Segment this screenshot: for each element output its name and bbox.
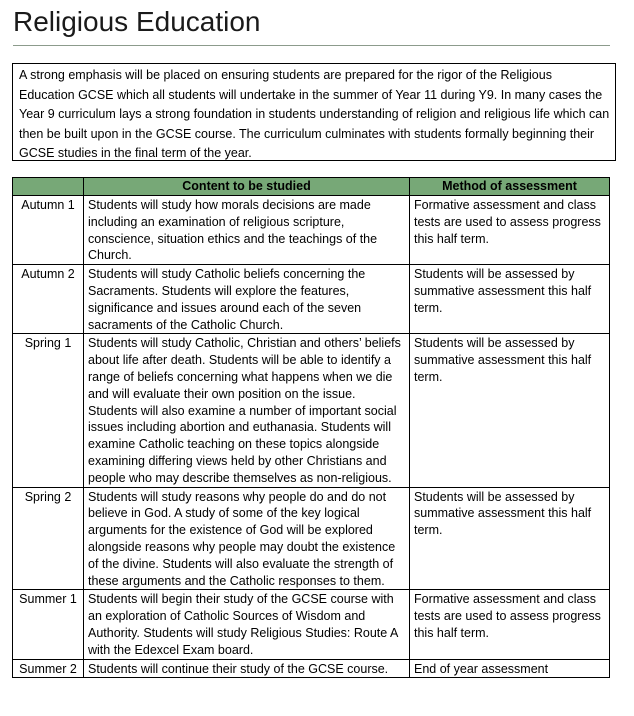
content-text: Students will study Catholic, Christian and others’ beliefs about life after death. Students will be able to identify a range of beliefs concerning what happens when we die and will evaluate their own position on the issue. xyxy=(88,336,401,401)
term-cell: Spring 1 xyxy=(13,334,84,487)
table-header-row xyxy=(13,178,610,196)
header-content: Content to be studied xyxy=(84,178,410,196)
curriculum-table xyxy=(12,177,610,678)
content-cell xyxy=(84,196,410,265)
assessment-cell: Students will be assessed by summative assessment this half term. xyxy=(410,265,610,334)
assessment-cell: Students will be assessed by summative assessment this half term. xyxy=(410,487,610,590)
assessment-cell: Formative assessment and class tests are used to assess progress this half term. xyxy=(410,590,610,659)
table-row xyxy=(13,265,610,334)
header-term xyxy=(13,178,84,196)
content-text: Students will begin their study of the GCSE course with an exploration of Catholic Sources of Wisdom and Authority. Students will study Religious Studies: Route A with the Edexcel Exam board. xyxy=(88,592,398,657)
content-text-second: Students will also examine a number of important social issues including abortion and euthanasia. Students will examine Catholic teaching on these topics alongside examining differing views held by other Christians and people who may describe themselves as non-religious. xyxy=(88,403,397,485)
intro-paragraph: A strong emphasis will be placed on ensuring students are prepared for the rigor of the Religious Education GCSE which all students will undertake in the summer of Year 11 during Y9. In many cases the Year 9 curriculum lays a strong foundation in students understanding of religion and religious life which can then be built upon in the GCSE course. The curriculum culminates with students formally beginning their GCSE studies in the final term of the year. xyxy=(12,63,616,161)
term-cell: Autumn 1 xyxy=(13,196,84,265)
title-divider xyxy=(13,45,610,46)
content-cell xyxy=(84,334,410,487)
content-cell xyxy=(84,265,410,334)
table-row xyxy=(13,334,610,487)
content-text: Students will study how morals decisions are made including an examination of religious scripture, conscience, situation ethics and the teachings of the Church. xyxy=(88,198,378,263)
content-cell xyxy=(84,659,410,678)
content-text: Students will study Catholic beliefs concerning the Sacraments. Students will explore the features, significance and issues around each of the seven sacraments of the Catholic Church. xyxy=(88,267,366,332)
table-row xyxy=(13,590,610,659)
page-title: Religious Education xyxy=(13,6,261,37)
table-row xyxy=(13,196,610,265)
content-cell xyxy=(84,487,410,590)
header-assessment: Method of assessment xyxy=(410,178,610,196)
assessment-cell: End of year assessment xyxy=(410,659,610,678)
term-cell: Autumn 2 xyxy=(13,265,84,334)
table-row xyxy=(13,487,610,590)
table-row xyxy=(13,659,610,678)
content-cell xyxy=(84,590,410,659)
assessment-cell: Formative assessment and class tests are used to assess progress this half term. xyxy=(410,196,610,265)
term-cell: Summer 2 xyxy=(13,659,84,678)
content-text: Students will continue their study of the GCSE course. xyxy=(88,661,389,676)
term-cell: Summer 1 xyxy=(13,590,84,659)
content-text: Students will study reasons why people do and do not believe in God. A study of some of the key logical arguments for the existence of God will be explored alongside reasons why people may doubt the existence of the divine. Students will also evaluate the strength of these arguments and the Catholic responses to them. xyxy=(88,489,396,588)
assessment-cell: Students will be assessed by summative assessment this half term. xyxy=(410,334,610,487)
term-cell: Spring 2 xyxy=(13,487,84,590)
